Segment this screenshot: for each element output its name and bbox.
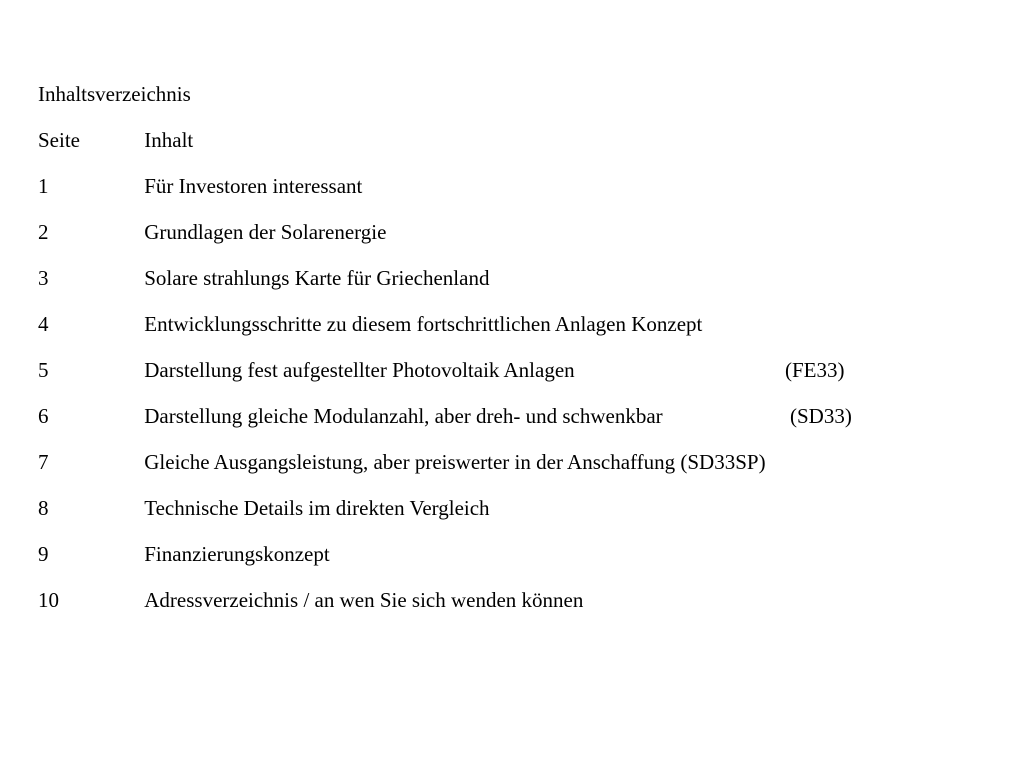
entry-text: Darstellung gleiche Modulanzahl, aber dreh- und schwenkbar — [144, 404, 663, 428]
toc-header-row — [38, 126, 998, 172]
table-of-contents — [38, 80, 998, 632]
entry-page-number: 5 — [38, 358, 49, 382]
toc-entry — [38, 586, 998, 632]
entry-text: Entwicklungsschritte zu diesem fortschrittlichen Anlagen Konzept — [144, 312, 703, 336]
entry-page-number: 9 — [38, 542, 49, 566]
entry-code: (FE33) — [785, 358, 845, 382]
entry-page-number: 2 — [38, 220, 49, 244]
toc-entry — [38, 540, 998, 586]
toc-entry — [38, 264, 998, 310]
entry-text: Technische Details im direkten Vergleich — [144, 496, 490, 520]
entry-page-number: 8 — [38, 496, 49, 520]
entry-page-number: 10 — [38, 588, 59, 612]
toc-entry — [38, 356, 998, 402]
entry-page-number: 1 — [38, 174, 49, 198]
entry-text: Grundlagen der Solarenergie — [144, 220, 387, 244]
entry-text: Für Investoren interessant — [144, 174, 363, 198]
entry-page-number: 3 — [38, 266, 49, 290]
toc-title-row — [38, 80, 998, 126]
header-page-label: Seite — [38, 128, 80, 152]
entry-page-number: 4 — [38, 312, 49, 336]
toc-entry — [38, 218, 998, 264]
toc-entry — [38, 448, 998, 494]
toc-entry — [38, 310, 998, 356]
toc-entry — [38, 172, 998, 218]
entry-page-number: 6 — [38, 404, 49, 428]
entry-text: Adressverzeichnis / an wen Sie sich wenden können — [144, 588, 584, 612]
entry-code: (SD33) — [790, 404, 852, 428]
entry-text: Solare strahlungs Karte für Griechenland — [144, 266, 490, 290]
toc-entry — [38, 494, 998, 540]
entry-page-number: 7 — [38, 450, 49, 474]
entry-text: Finanzierungskonzept — [144, 542, 330, 566]
entry-text: Darstellung fest aufgestellter Photovoltaik Anlagen — [144, 358, 575, 382]
page-title: Inhaltsverzeichnis — [38, 82, 191, 106]
toc-entry — [38, 402, 998, 448]
entry-text: Gleiche Ausgangsleistung, aber preiswerter in der Anschaffung (SD33SP) — [144, 450, 766, 474]
header-content-label: Inhalt — [144, 128, 194, 152]
